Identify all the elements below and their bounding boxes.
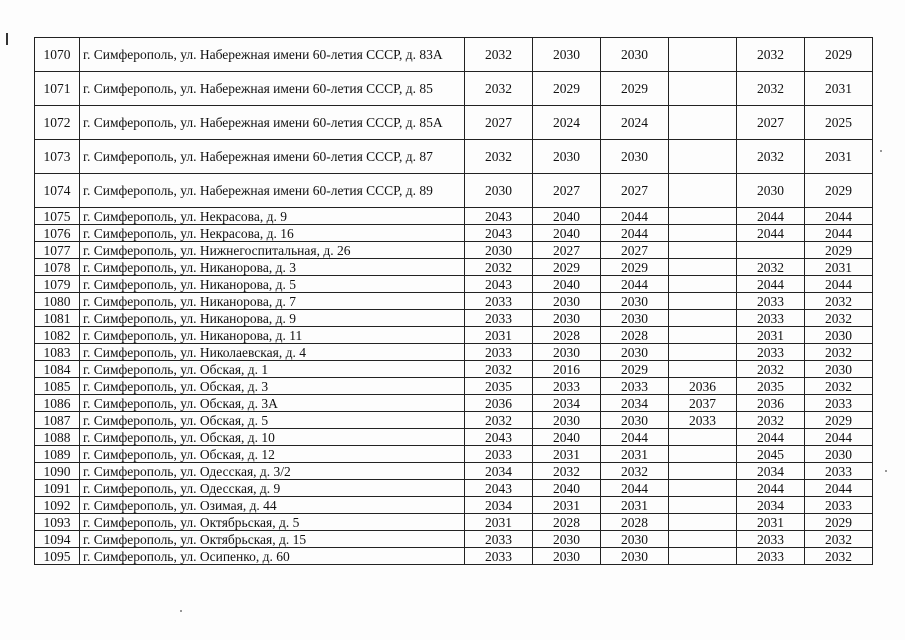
year-cell: 2044 (737, 208, 805, 225)
year-cell: 2033 (737, 344, 805, 361)
year-cell (669, 446, 737, 463)
year-cell: 2028 (601, 514, 669, 531)
year-cell: 2027 (601, 242, 669, 259)
year-cell: 2029 (601, 361, 669, 378)
table-row (35, 310, 873, 327)
year-cell: 2032 (737, 140, 805, 174)
year-cell (669, 327, 737, 344)
year-cell (669, 429, 737, 446)
table-row (35, 208, 873, 225)
address-cell: г. Симферополь, ул. Обская, д. 12 (80, 446, 465, 463)
table-row (35, 497, 873, 514)
scan-speck (880, 150, 882, 152)
year-cell: 2032 (533, 463, 601, 480)
year-cell: 2030 (533, 531, 601, 548)
year-cell: 2044 (805, 480, 873, 497)
year-cell: 2044 (805, 276, 873, 293)
row-number: 1084 (35, 361, 80, 378)
year-cell: 2030 (465, 242, 533, 259)
year-cell: 2033 (465, 446, 533, 463)
year-cell: 2029 (805, 514, 873, 531)
table-row (35, 293, 873, 310)
year-cell: 2029 (601, 72, 669, 106)
row-number: 1081 (35, 310, 80, 327)
year-cell: 2043 (465, 480, 533, 497)
address-cell: г. Симферополь, ул. Никанорова, д. 11 (80, 327, 465, 344)
table-row (35, 174, 873, 208)
address-cell: г. Симферополь, ул. Октябрьская, д. 5 (80, 514, 465, 531)
year-cell: 2029 (805, 174, 873, 208)
row-number: 1072 (35, 106, 80, 140)
year-cell: 2032 (465, 140, 533, 174)
row-number: 1070 (35, 38, 80, 72)
address-cell: г. Симферополь, ул. Никанорова, д. 5 (80, 276, 465, 293)
year-cell: 2032 (737, 361, 805, 378)
table-row (35, 72, 873, 106)
year-cell: 2043 (465, 429, 533, 446)
year-cell (669, 140, 737, 174)
table-row (35, 344, 873, 361)
year-cell: 2044 (805, 225, 873, 242)
address-cell: г. Симферополь, ул. Никанорова, д. 3 (80, 259, 465, 276)
year-cell: 2036 (465, 395, 533, 412)
year-cell (669, 259, 737, 276)
year-cell: 2025 (805, 106, 873, 140)
address-cell: г. Симферополь, ул. Обская, д. 10 (80, 429, 465, 446)
row-number: 1089 (35, 446, 80, 463)
year-cell: 2044 (805, 208, 873, 225)
year-cell (669, 225, 737, 242)
year-cell: 2032 (737, 72, 805, 106)
year-cell: 2032 (805, 344, 873, 361)
year-cell: 2028 (533, 327, 601, 344)
year-cell: 2030 (533, 140, 601, 174)
year-cell: 2030 (601, 531, 669, 548)
address-cell: г. Симферополь, ул. Николаевская, д. 4 (80, 344, 465, 361)
year-cell: 2030 (601, 548, 669, 565)
year-cell: 2034 (737, 497, 805, 514)
row-number: 1079 (35, 276, 80, 293)
year-cell: 2033 (737, 293, 805, 310)
year-cell: 2027 (533, 242, 601, 259)
year-cell: 2036 (737, 395, 805, 412)
year-cell: 2033 (737, 531, 805, 548)
year-cell: 2030 (601, 310, 669, 327)
year-cell: 2031 (601, 497, 669, 514)
year-cell: 2030 (533, 344, 601, 361)
year-cell: 2034 (737, 463, 805, 480)
table-row (35, 276, 873, 293)
year-cell: 2044 (601, 208, 669, 225)
year-cell: 2035 (737, 378, 805, 395)
year-cell: 2044 (601, 429, 669, 446)
year-cell: 2031 (601, 446, 669, 463)
year-cell: 2016 (533, 361, 601, 378)
year-cell: 2034 (465, 463, 533, 480)
address-cell: г. Симферополь, ул. Набережная имени 60-летия СССР, д. 85А (80, 106, 465, 140)
year-cell: 2040 (533, 276, 601, 293)
year-cell: 2031 (533, 497, 601, 514)
year-cell: 2044 (737, 276, 805, 293)
row-number: 1093 (35, 514, 80, 531)
address-cell: г. Симферополь, ул. Обская, д. 3А (80, 395, 465, 412)
year-cell (669, 72, 737, 106)
table-row (35, 412, 873, 429)
table-row (35, 378, 873, 395)
table-row (35, 140, 873, 174)
row-number: 1077 (35, 242, 80, 259)
year-cell: 2040 (533, 429, 601, 446)
row-number: 1071 (35, 72, 80, 106)
year-cell: 2043 (465, 208, 533, 225)
year-cell: 2031 (465, 514, 533, 531)
year-cell: 2030 (805, 361, 873, 378)
address-cell: г. Симферополь, ул. Некрасова, д. 9 (80, 208, 465, 225)
year-cell: 2031 (805, 72, 873, 106)
year-cell: 2030 (601, 412, 669, 429)
year-cell: 2029 (805, 412, 873, 429)
address-cell: г. Симферополь, ул. Никанорова, д. 9 (80, 310, 465, 327)
year-cell (669, 548, 737, 565)
year-cell: 2040 (533, 480, 601, 497)
row-number: 1075 (35, 208, 80, 225)
year-cell: 2043 (465, 225, 533, 242)
year-cell (669, 361, 737, 378)
year-cell: 2033 (601, 378, 669, 395)
year-cell: 2027 (601, 174, 669, 208)
row-number: 1094 (35, 531, 80, 548)
year-cell: 2032 (737, 412, 805, 429)
year-cell: 2033 (669, 412, 737, 429)
year-cell: 2030 (601, 140, 669, 174)
year-cell: 2033 (465, 310, 533, 327)
year-cell: 2044 (737, 225, 805, 242)
year-cell: 2044 (805, 429, 873, 446)
address-cell: г. Симферополь, ул. Озимая, д. 44 (80, 497, 465, 514)
year-cell (669, 344, 737, 361)
year-cell (669, 497, 737, 514)
table-row (35, 106, 873, 140)
year-cell: 2043 (465, 276, 533, 293)
year-cell: 2033 (805, 497, 873, 514)
year-cell: 2033 (465, 548, 533, 565)
address-cell: г. Симферополь, ул. Октябрьская, д. 15 (80, 531, 465, 548)
address-cell: г. Симферополь, ул. Набережная имени 60-летия СССР, д. 83А (80, 38, 465, 72)
scan-speck (180, 610, 182, 612)
year-cell: 2030 (601, 344, 669, 361)
row-number: 1074 (35, 174, 80, 208)
year-cell: 2032 (805, 293, 873, 310)
year-cell: 2031 (533, 446, 601, 463)
year-cell: 2033 (805, 463, 873, 480)
year-cell: 2033 (465, 344, 533, 361)
year-cell: 2031 (805, 140, 873, 174)
row-number: 1082 (35, 327, 80, 344)
year-cell: 2030 (601, 38, 669, 72)
year-cell: 2030 (533, 412, 601, 429)
year-cell: 2032 (737, 38, 805, 72)
address-cell: г. Симферополь, ул. Осипенко, д. 60 (80, 548, 465, 565)
year-cell: 2032 (805, 531, 873, 548)
table-row (35, 395, 873, 412)
year-cell: 2034 (465, 497, 533, 514)
year-cell: 2044 (601, 276, 669, 293)
row-number: 1095 (35, 548, 80, 565)
row-number: 1073 (35, 140, 80, 174)
table-row (35, 446, 873, 463)
year-cell (669, 38, 737, 72)
year-cell: 2029 (805, 38, 873, 72)
year-cell: 2033 (805, 395, 873, 412)
row-number: 1087 (35, 412, 80, 429)
address-cell: г. Симферополь, ул. Набережная имени 60-летия СССР, д. 89 (80, 174, 465, 208)
year-cell: 2024 (533, 106, 601, 140)
year-cell: 2027 (533, 174, 601, 208)
year-cell (669, 463, 737, 480)
year-cell: 2027 (465, 106, 533, 140)
address-cell: г. Симферополь, ул. Набережная имени 60-летия СССР, д. 87 (80, 140, 465, 174)
year-cell: 2032 (737, 259, 805, 276)
year-cell (669, 531, 737, 548)
year-cell: 2044 (737, 480, 805, 497)
address-cell: г. Симферополь, ул. Некрасова, д. 16 (80, 225, 465, 242)
address-cell: г. Симферополь, ул. Одесская, д. 3/2 (80, 463, 465, 480)
year-cell (737, 242, 805, 259)
year-cell: 2036 (669, 378, 737, 395)
year-cell: 2032 (601, 463, 669, 480)
year-cell: 2033 (533, 378, 601, 395)
year-cell: 2033 (737, 548, 805, 565)
table-row (35, 242, 873, 259)
year-cell: 2044 (601, 480, 669, 497)
year-cell: 2037 (669, 395, 737, 412)
year-cell: 2032 (465, 38, 533, 72)
row-number: 1090 (35, 463, 80, 480)
year-cell (669, 276, 737, 293)
year-cell (669, 106, 737, 140)
year-cell: 2034 (533, 395, 601, 412)
year-cell: 2031 (465, 327, 533, 344)
year-cell: 2024 (601, 106, 669, 140)
address-cell: г. Симферополь, ул. Нижнегоспитальная, д. 26 (80, 242, 465, 259)
table-row (35, 361, 873, 378)
year-cell (669, 208, 737, 225)
year-cell: 2040 (533, 225, 601, 242)
scan-speck (885, 470, 887, 472)
year-cell (669, 514, 737, 531)
year-cell: 2030 (805, 446, 873, 463)
year-cell (669, 480, 737, 497)
table-row (35, 514, 873, 531)
year-cell: 2029 (533, 259, 601, 276)
year-cell: 2032 (465, 412, 533, 429)
row-number: 1078 (35, 259, 80, 276)
table-row (35, 531, 873, 548)
register-table (34, 37, 873, 565)
year-cell: 2030 (533, 38, 601, 72)
year-cell (669, 310, 737, 327)
year-cell (669, 174, 737, 208)
row-number: 1080 (35, 293, 80, 310)
year-cell: 2044 (601, 225, 669, 242)
row-number: 1088 (35, 429, 80, 446)
year-cell: 2030 (601, 293, 669, 310)
row-number: 1085 (35, 378, 80, 395)
year-cell: 2030 (465, 174, 533, 208)
year-cell: 2032 (465, 259, 533, 276)
year-cell: 2033 (465, 531, 533, 548)
year-cell (669, 242, 737, 259)
year-cell: 2030 (533, 293, 601, 310)
year-cell: 2044 (737, 429, 805, 446)
table-row (35, 38, 873, 72)
address-cell: г. Симферополь, ул. Обская, д. 5 (80, 412, 465, 429)
year-cell: 2033 (465, 293, 533, 310)
row-number: 1086 (35, 395, 80, 412)
table-row (35, 429, 873, 446)
table-row (35, 463, 873, 480)
year-cell: 2040 (533, 208, 601, 225)
table-row (35, 480, 873, 497)
table-row (35, 548, 873, 565)
table-row (35, 327, 873, 344)
address-cell: г. Симферополь, ул. Никанорова, д. 7 (80, 293, 465, 310)
year-cell: 2031 (805, 259, 873, 276)
year-cell: 2028 (601, 327, 669, 344)
year-cell: 2031 (737, 327, 805, 344)
year-cell: 2035 (465, 378, 533, 395)
row-number: 1083 (35, 344, 80, 361)
year-cell: 2032 (465, 72, 533, 106)
row-number: 1092 (35, 497, 80, 514)
table-row (35, 259, 873, 276)
address-cell: г. Симферополь, ул. Набережная имени 60-летия СССР, д. 85 (80, 72, 465, 106)
address-cell: г. Симферополь, ул. Обская, д. 1 (80, 361, 465, 378)
year-cell: 2028 (533, 514, 601, 531)
year-cell: 2031 (737, 514, 805, 531)
year-cell: 2032 (805, 310, 873, 327)
year-cell: 2030 (533, 310, 601, 327)
year-cell: 2027 (737, 106, 805, 140)
year-cell: 2034 (601, 395, 669, 412)
year-cell: 2030 (805, 327, 873, 344)
year-cell: 2029 (533, 72, 601, 106)
year-cell (669, 293, 737, 310)
year-cell: 2033 (737, 310, 805, 327)
year-cell: 2029 (805, 242, 873, 259)
year-cell: 2029 (601, 259, 669, 276)
margin-mark (6, 33, 8, 45)
year-cell: 2045 (737, 446, 805, 463)
year-cell: 2032 (465, 361, 533, 378)
year-cell: 2032 (805, 378, 873, 395)
table-row (35, 225, 873, 242)
row-number: 1076 (35, 225, 80, 242)
row-number: 1091 (35, 480, 80, 497)
address-cell: г. Симферополь, ул. Одесская, д. 9 (80, 480, 465, 497)
year-cell: 2030 (533, 548, 601, 565)
address-cell: г. Симферополь, ул. Обская, д. 3 (80, 378, 465, 395)
year-cell: 2032 (805, 548, 873, 565)
register-rows (35, 38, 873, 565)
year-cell: 2030 (737, 174, 805, 208)
